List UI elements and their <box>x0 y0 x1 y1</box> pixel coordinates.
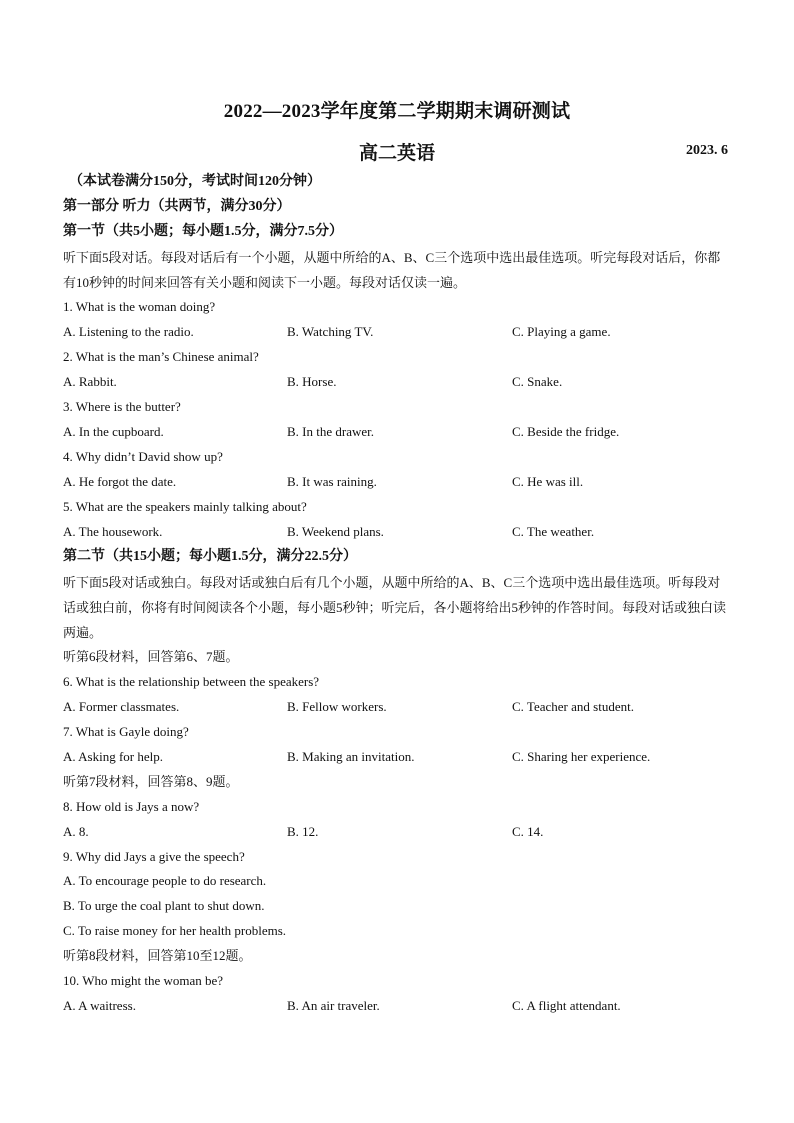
section1-heading: 第一节（共5小题；每小题1.5分，满分7.5分） <box>63 224 343 239</box>
option-b: B. Making an invitation. <box>287 749 415 764</box>
option-a: A. To encourage people to do research. <box>63 873 267 888</box>
section1-instructions: 听下面5段对话。每段对话后有一个小题，从题中所给的A、B、C三个选项中选出最佳选项。听完每段对话后，你都有10秒钟的时间来回答有关小题和阅读下一小题。每段对话仅读一遍。 <box>63 250 721 290</box>
option-a: A. Asking for help. <box>63 749 164 764</box>
option-b: B. Horse. <box>287 374 337 389</box>
part1-heading: 第一部分 听力（共两节，满分30分） <box>63 199 291 214</box>
question-stem: 6. What is the relationship between the speakers? <box>63 674 320 689</box>
question-stem: 7. What is Gayle doing? <box>63 724 189 739</box>
section2-heading: 第二节（共15小题；每小题1.5分，满分22.5分） <box>63 549 357 564</box>
exam-note: （本试卷满分150分，考试时间120分钟） <box>69 174 321 189</box>
option-a: A. In the cupboard. <box>63 424 164 439</box>
option-c: C. A flight attendant. <box>512 998 621 1013</box>
option-a: A. 8. <box>63 824 89 839</box>
option-b: B. An air traveler. <box>287 998 380 1013</box>
question-stem: 1. What is the woman doing? <box>63 299 216 314</box>
material-7-note: 听第7段材料，回答第8、9题。 <box>63 774 239 789</box>
option-a: A. Rabbit. <box>63 374 117 389</box>
option-b: B. Fellow workers. <box>287 699 387 714</box>
question-stem: 5. What are the speakers mainly talking about? <box>63 499 307 514</box>
exam-title: 2022—2023学年度第二学期期末调研测试 <box>223 101 571 122</box>
option-b: B. 12. <box>287 824 319 839</box>
question-stem: 2. What is the man’s Chinese animal? <box>63 349 259 364</box>
option-c: C. Teacher and student. <box>512 699 634 714</box>
option-a: A. Listening to the radio. <box>63 324 194 339</box>
option-a: A. He forgot the date. <box>63 474 177 489</box>
option-c: C. Beside the fridge. <box>512 424 620 439</box>
question-stem: 3. Where is the butter? <box>63 399 181 414</box>
section2-instructions: 听下面5段对话或独白。每段对话或独白后有几个小题，从题中所给的A、B、C三个选项中选出最佳选项。听每段对话或独白前，你将有时间阅读各个小题，每小题5秒钟；听完后，各小题将给出5秒钟的作答时间。每段对话或独白读两遍。 <box>63 575 727 640</box>
option-c: C. Sharing her experience. <box>512 749 651 764</box>
option-c: C. Snake. <box>512 374 563 389</box>
exam-date: 2023. 6 <box>686 143 728 158</box>
question-stem: 8. How old is Jays a now? <box>63 799 200 814</box>
option-c: C. 14. <box>512 824 544 839</box>
option-a: A. Former classmates. <box>63 699 180 714</box>
option-c: C. To raise money for her health problems. <box>63 923 287 938</box>
question-stem: 4. Why didn’t David show up? <box>63 449 223 464</box>
material-6-note: 听第6段材料，回答第6、7题。 <box>63 649 239 664</box>
option-b: B. In the drawer. <box>287 424 375 439</box>
option-b: B. Weekend plans. <box>287 524 384 539</box>
option-a: A. A waitress. <box>63 998 136 1013</box>
option-c: C. He was ill. <box>512 474 584 489</box>
option-c: C. The weather. <box>512 524 595 539</box>
option-b: B. Watching TV. <box>287 324 374 339</box>
option-b: B. To urge the coal plant to shut down. <box>63 898 265 913</box>
exam-subject: 高二英语 <box>358 143 435 164</box>
option-c: C. Playing a game. <box>512 324 611 339</box>
question-stem: 9. Why did Jays a give the speech? <box>63 849 245 864</box>
option-b: B. It was raining. <box>287 474 377 489</box>
question-stem: 10. Who might the woman be? <box>63 973 224 988</box>
option-a: A. The housework. <box>63 524 163 539</box>
material-8-note: 听第8段材料，回答第10至12题。 <box>63 948 252 963</box>
